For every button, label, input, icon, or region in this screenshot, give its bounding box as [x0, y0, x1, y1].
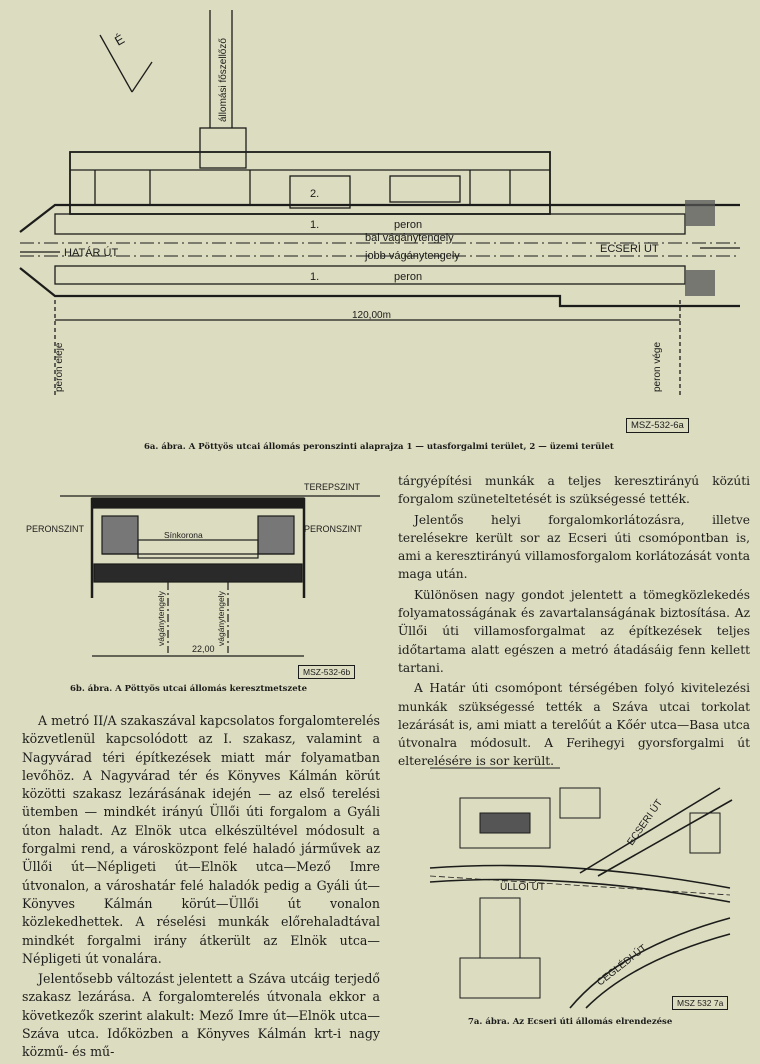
- ventilation-label: állomási főszellőző: [218, 38, 229, 122]
- figure-6b-stamp: MSZ-532-6b: [298, 665, 355, 679]
- street-cegledi: CEGLÉDI ÚT: [595, 942, 650, 989]
- upper-platform-num: 1.: [310, 219, 320, 231]
- rail-top-label: Sínkorona: [164, 530, 203, 540]
- left-direction-label: HATÁR ÚT: [64, 247, 119, 259]
- track-axis-left: vágánytengely: [156, 591, 166, 646]
- paragraph: Jelentős helyi forgalomkorlátozásra, illetve terelésekre került sor az Ecseri úti csomópontban is, ami a keresztirányú villamosforgalom korlátozását vonta maga után.: [398, 512, 750, 582]
- track-axis-right: vágánytengely: [216, 591, 226, 646]
- upper-platform-word: peron: [394, 219, 423, 231]
- figure-6b-section: [20, 468, 390, 678]
- right-direction-label: ECSERI ÚT: [600, 243, 659, 255]
- paragraph: Jelentősebb változást jelentett a Száva utcáig terjedő szakasz lezárása. A forgalomterelés útvonala ekkor a következők szerint alakult: Mező Imre út—Elnök utca—Száva utca. Időközben a Könyves Kálmán krt-i nagy közmű- és mű-: [22, 971, 380, 1060]
- paragraph: tárgyépítési munkák a teljes keresztirányú közúti forgalom szüneteltetését is szükségessé tették.: [398, 474, 750, 507]
- paragraph: A metró II/A szakaszával kapcsolatos forgalomterelés közvetlenül kapcsolódott az I. szakasz, valamint a Nagyvárad téri építkezések miatt már folyamatban levőhöz. A Nagyvárad tér és Könyves Kálmán körút közötti szakasz lezárásának idején — az első terelési ütemben — mindkét irányú Üllői úti forgalom a Gyáli úton haladt. Az Elnök utca elkészültével módosult a forgalmi rend, a városközpont felé haladó járművek az Üllői út—Népligeti út—Elnök utca—Mező Imre útvonalon, a városhatár felé haladók pedig a Gyáli út—Könyves Kálmán körút—Üllői út vonalon közlekedhettek. A réselési munkák előrehaladtával mindkét forgalmi irány átkerült az Elnök utca—Népligeti út vonalára.: [22, 713, 380, 966]
- room-label: 2.: [310, 188, 320, 200]
- text-column-right: [398, 472, 750, 773]
- figure-6a-plan: [0, 0, 760, 440]
- figure-6b-caption: 6b. ábra. A Pöttyös utcai állomás keresztmetszete: [70, 684, 307, 694]
- figure-7a-caption: 7a. ábra. Az Ecseri úti állomás elrendezése: [468, 1017, 673, 1027]
- ground-level-label: TEREPSZINT: [304, 482, 361, 492]
- platform-start-label: peron eleje: [54, 342, 65, 392]
- figure-6a-caption: 6a. ábra. A Pöttyös utcai állomás peronszinti alaprajza 1 — utasforgalmi terület, 2 — üzemi terület: [144, 442, 614, 452]
- figure-6a-stamp: MSZ-532-6a: [626, 418, 689, 433]
- lower-platform-num: 1.: [310, 271, 320, 283]
- length-dimension: 120,00m: [352, 310, 391, 321]
- left-track-label: bal vágánytengely: [365, 232, 454, 244]
- platform-end-label: peron vége: [652, 341, 663, 392]
- text-column-left: [22, 712, 380, 1064]
- north-label: É: [112, 31, 128, 49]
- paragraph: A Határ úti csomópont térségében folyó kivitelezési munkák szükségessé tették a Száva utcai torkolat lezárását is, ami miatt a terelőút a Kőér utca—Basa utca útvonalra módosult. A Ferihegyi gyorsforgalmi út elterelésére is sor került.: [398, 681, 750, 769]
- figure-7a-map: [420, 758, 740, 1010]
- right-track-label: jobb vágánytengely: [365, 250, 460, 262]
- lower-platform-word: peron: [394, 271, 423, 283]
- figure-7a-stamp: MSZ 532 7a: [672, 996, 728, 1010]
- street-ecseri: ECSERI ÚT: [625, 797, 666, 848]
- street-ulloi: ÜLLŐI ÚT: [500, 882, 546, 893]
- platform-level-left: PERONSZINT: [26, 524, 85, 534]
- platform-level-right: PERONSZINT: [304, 524, 363, 534]
- section-width: 22,00: [192, 644, 215, 654]
- paragraph: Különösen nagy gondot jelentett a tömegközlekedés folyamatosságának és zavartalanságának biztosítása. Az Üllői úti villamosforgalmat az építkezések teljes időtartama alatt egészen a metró átadásáig fenn kellett tartani.: [398, 587, 750, 675]
